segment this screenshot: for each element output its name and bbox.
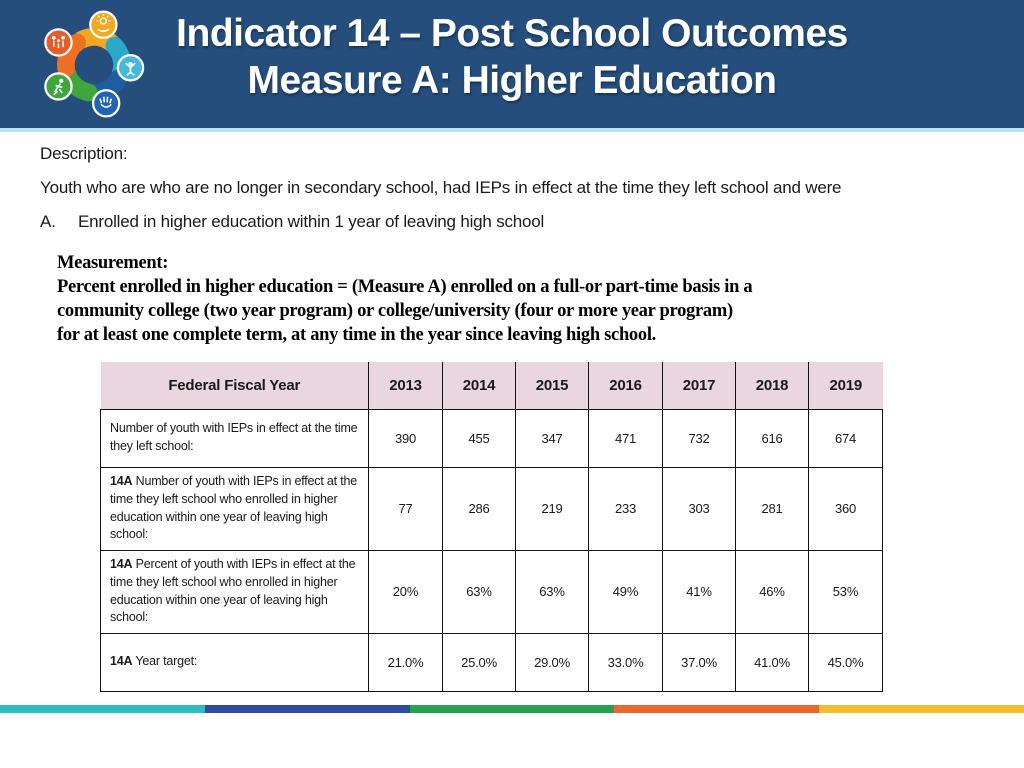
description-heading: Description: [40,144,128,163]
table-row [101,409,883,467]
table-row [101,467,883,550]
cell-value: 77 [369,467,443,550]
cell-value: 20% [369,550,443,633]
header-accent-line [0,128,1024,132]
row-label-14a-percent: 14A Percent of youth with IEPs in effect at the time they left school who enrolled in higher education within one year of leaving high school: [101,550,369,633]
row-label-iep-count: Number of youth with IEPs in effect at the time they left school: [101,409,369,467]
cell-value: 45.0% [809,633,883,691]
cell-value: 616 [736,409,809,467]
cell-value: 674 [809,409,883,467]
cell-value: 471 [589,409,663,467]
col-header-2014: 2014 [443,362,516,409]
cell-value: 46% [736,550,809,633]
row-label-14a-target: 14A Year target: [101,633,369,691]
slide-title [0,10,1024,104]
cell-value: 219 [516,467,589,550]
slide-title-line1: Indicator 14 – Post School Outcomes [176,12,848,55]
cell-value: 233 [589,467,663,550]
cell-value: 49% [589,550,663,633]
cell-value: 37.0% [663,633,736,691]
cell-value: 33.0% [589,633,663,691]
cell-value: 41% [663,550,736,633]
cell-value: 63% [443,550,516,633]
measurement-block [57,251,907,347]
description-body: Youth who are who are no longer in secondary school, had IEPs in effect at the time they left school and were [40,178,842,197]
measurement-line3: community college (two year program) or college/university (four or more year program) [57,301,733,321]
footer-segment-yellow [819,705,1024,713]
cell-value: 41.0% [736,633,809,691]
cell-value: 53% [809,550,883,633]
cell-value: 63% [516,550,589,633]
footer-segment-orange [614,705,819,713]
slide-title-line2: Measure A: Higher Education [247,59,777,102]
col-header-2018: 2018 [736,362,809,409]
cell-value: 29.0% [516,633,589,691]
footer-segment-blue [205,705,410,713]
table-row [101,550,883,633]
footer-color-bar [0,705,1024,713]
cell-value: 21.0% [369,633,443,691]
col-header-2016: 2016 [589,362,663,409]
cell-value: 455 [443,409,516,467]
item-a-text: Enrolled in higher education within 1 year of leaving high school [78,212,545,231]
cell-value: 286 [443,467,516,550]
cell-value: 25.0% [443,633,516,691]
col-header-2017: 2017 [663,362,736,409]
cell-value: 732 [663,409,736,467]
col-header-2013: 2013 [369,362,443,409]
col-header-fiscal-year: Federal Fiscal Year [101,362,369,409]
description-block [40,144,980,232]
cell-value: 303 [663,467,736,550]
footer-segment-teal [0,705,205,713]
table-header-row [101,362,883,409]
item-a-marker: A. [40,212,56,231]
measurement-line2: Percent enrolled in higher education = (Measure A) enrolled on a full-or part-time basis in a [57,277,753,297]
cell-value: 390 [369,409,443,467]
col-header-2015: 2015 [516,362,589,409]
cell-value: 347 [516,409,589,467]
row-label-14a-number: 14A Number of youth with IEPs in effect at the time they left school who enrolled in higher education within one year of leaving high school: [101,467,369,550]
table-row [101,633,883,691]
cell-value: 281 [736,467,809,550]
measurement-heading: Measurement: [57,253,169,273]
col-header-2019: 2019 [809,362,883,409]
fiscal-year-table [100,362,883,692]
description-item-a [40,212,980,232]
measurement-line4: for at least one complete term, at any time in the year since leaving high school. [57,325,656,345]
cell-value: 360 [809,467,883,550]
footer-segment-green [410,705,615,713]
